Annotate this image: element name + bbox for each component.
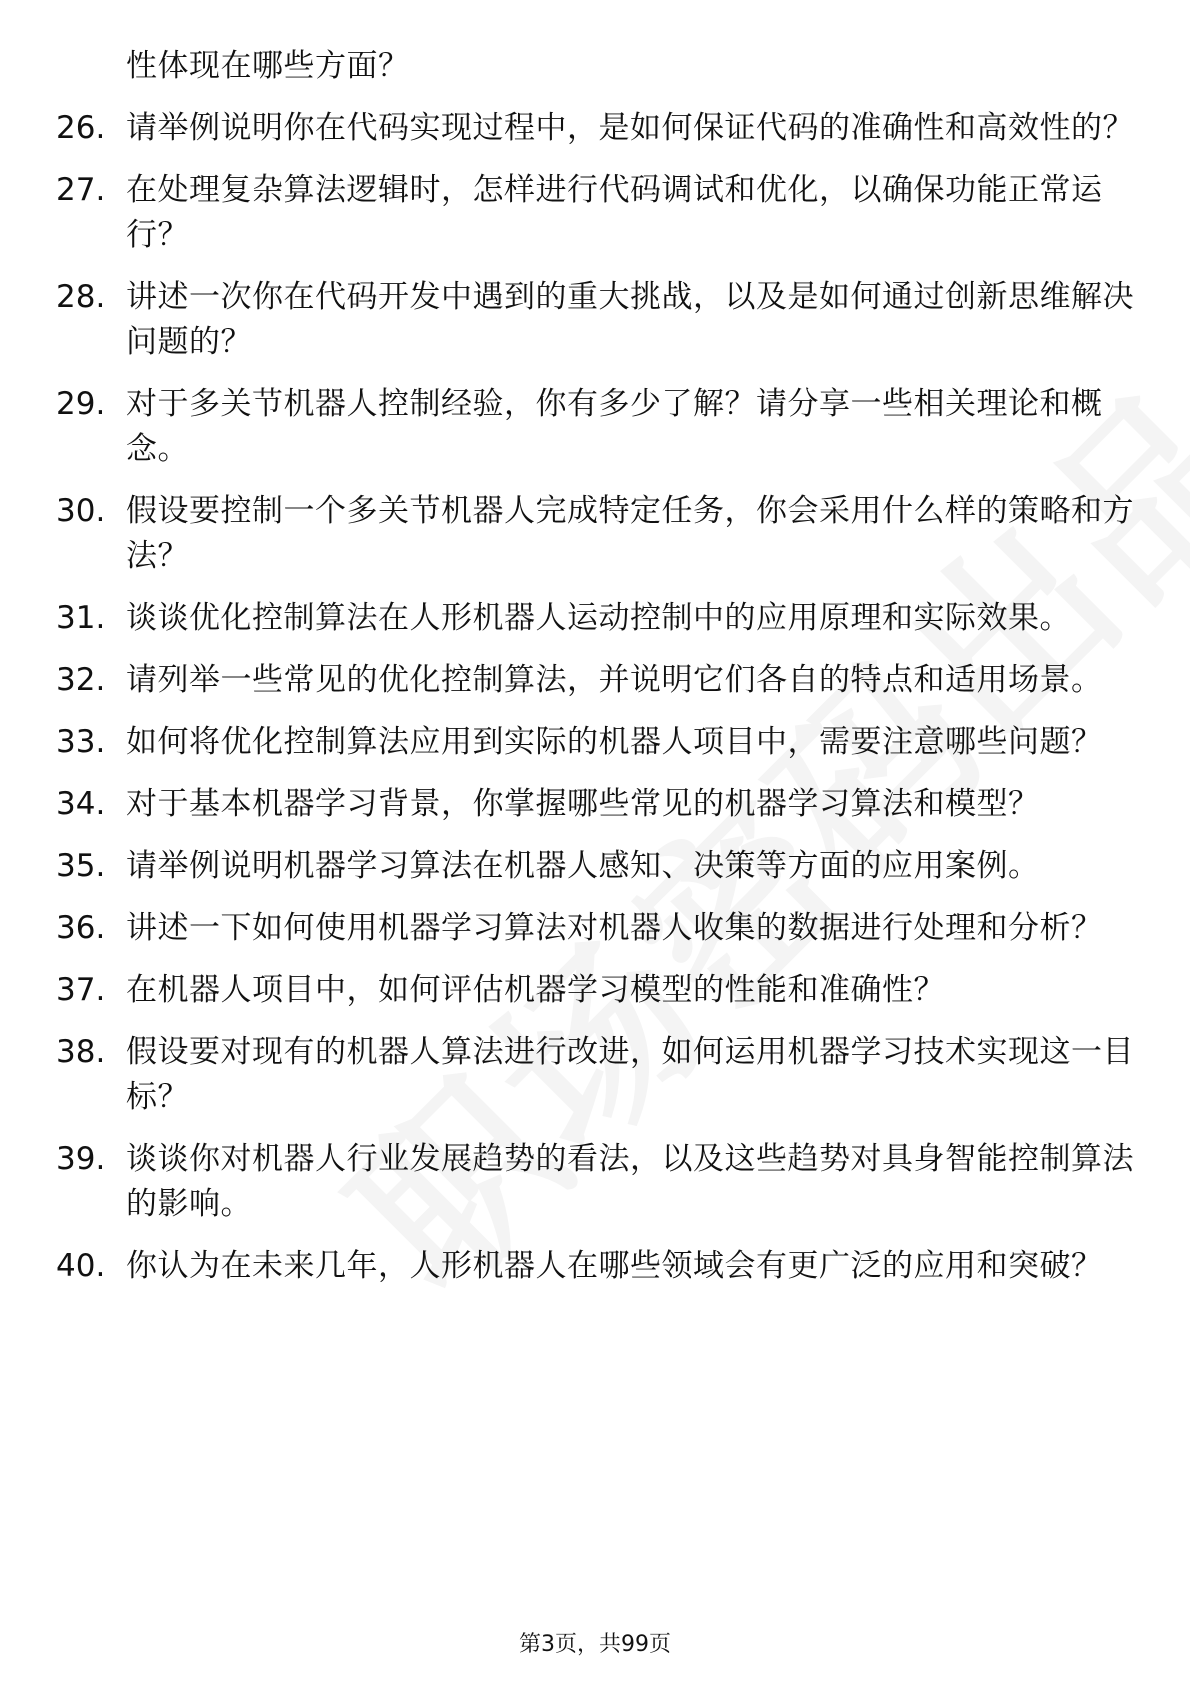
item-number: 38.	[56, 1034, 106, 1070]
item-text: 请举例说明机器学习算法在机器人感知、决策等方面的应用案例。	[126, 848, 1040, 884]
item-number: 32.	[56, 662, 106, 698]
list-item	[56, 968, 1136, 1013]
item-text: 谈谈优化控制算法在人形机器人运动控制中的应用原理和实际效果。	[126, 600, 1071, 636]
item-text: 讲述一下如何使用机器学习算法对机器人收集的数据进行处理和分析？	[126, 910, 1103, 946]
list-item	[56, 844, 1136, 889]
item-number: 36.	[56, 910, 106, 946]
question-list	[56, 44, 1136, 1306]
item-text: 你认为在未来几年，人形机器人在哪些领域会有更广泛的应用和突破？	[126, 1248, 1103, 1284]
item-number: 40.	[56, 1248, 106, 1284]
list-item	[56, 1137, 1136, 1227]
item-number: 28.	[56, 279, 106, 315]
item-text: 讲述一次你在代码开发中遇到的重大挑战，以及是如何通过创新思维解决问题的？	[126, 279, 1134, 360]
item-text: 假设要对现有的机器人算法进行改进，如何运用机器学习技术实现这一目标？	[126, 1034, 1134, 1115]
list-item	[56, 489, 1136, 579]
list-item	[56, 1030, 1136, 1120]
item-number: 26.	[56, 110, 106, 146]
list-item	[56, 275, 1136, 365]
item-number: 39.	[56, 1141, 106, 1177]
list-item	[56, 382, 1136, 472]
item-number: 34.	[56, 786, 106, 822]
item-text: 请举例说明你在代码实现过程中，是如何保证代码的准确性和高效性的？	[126, 110, 1134, 146]
item-number: 27.	[56, 172, 106, 208]
item-number: 29.	[56, 386, 106, 422]
item-text: 如何将优化控制算法应用到实际的机器人项目中，需要注意哪些问题？	[126, 724, 1103, 760]
list-item	[56, 906, 1136, 951]
item-text: 谈谈你对机器人行业发展趋势的看法，以及这些趋势对具身智能控制算法的影响。	[126, 1141, 1134, 1222]
item-text: 对于基本机器学习背景，你掌握哪些常见的机器学习算法和模型？	[126, 786, 1040, 822]
item-text: 对于多关节机器人控制经验，你有多少了解？请分享一些相关理论和概念。	[126, 386, 1103, 467]
list-item	[56, 658, 1136, 703]
page-footer: 第3页，共99页	[519, 1632, 671, 1657]
item-number: 35.	[56, 848, 106, 884]
continuation-text: 性体现在哪些方面？	[126, 48, 410, 84]
item-number: 37.	[56, 972, 106, 1008]
item-text: 假设要控制一个多关节机器人完成特定任务，你会采用什么样的策略和方法？	[126, 493, 1134, 574]
list-item	[56, 596, 1136, 641]
item-text: 请列举一些常见的优化控制算法，并说明它们各自的特点和适用场景。	[126, 662, 1103, 698]
list-item	[56, 782, 1136, 827]
item-number: 33.	[56, 724, 106, 760]
item-text: 在机器人项目中，如何评估机器学习模型的性能和准确性？	[126, 972, 945, 1008]
item-text: 在处理复杂算法逻辑时，怎样进行代码调试和优化，以确保功能正常运行？	[126, 172, 1103, 253]
list-item	[56, 168, 1136, 258]
item-number: 31.	[56, 600, 106, 636]
list-item	[56, 720, 1136, 765]
list-item	[56, 1244, 1136, 1289]
list-item	[56, 106, 1136, 151]
item-number: 30.	[56, 493, 106, 529]
